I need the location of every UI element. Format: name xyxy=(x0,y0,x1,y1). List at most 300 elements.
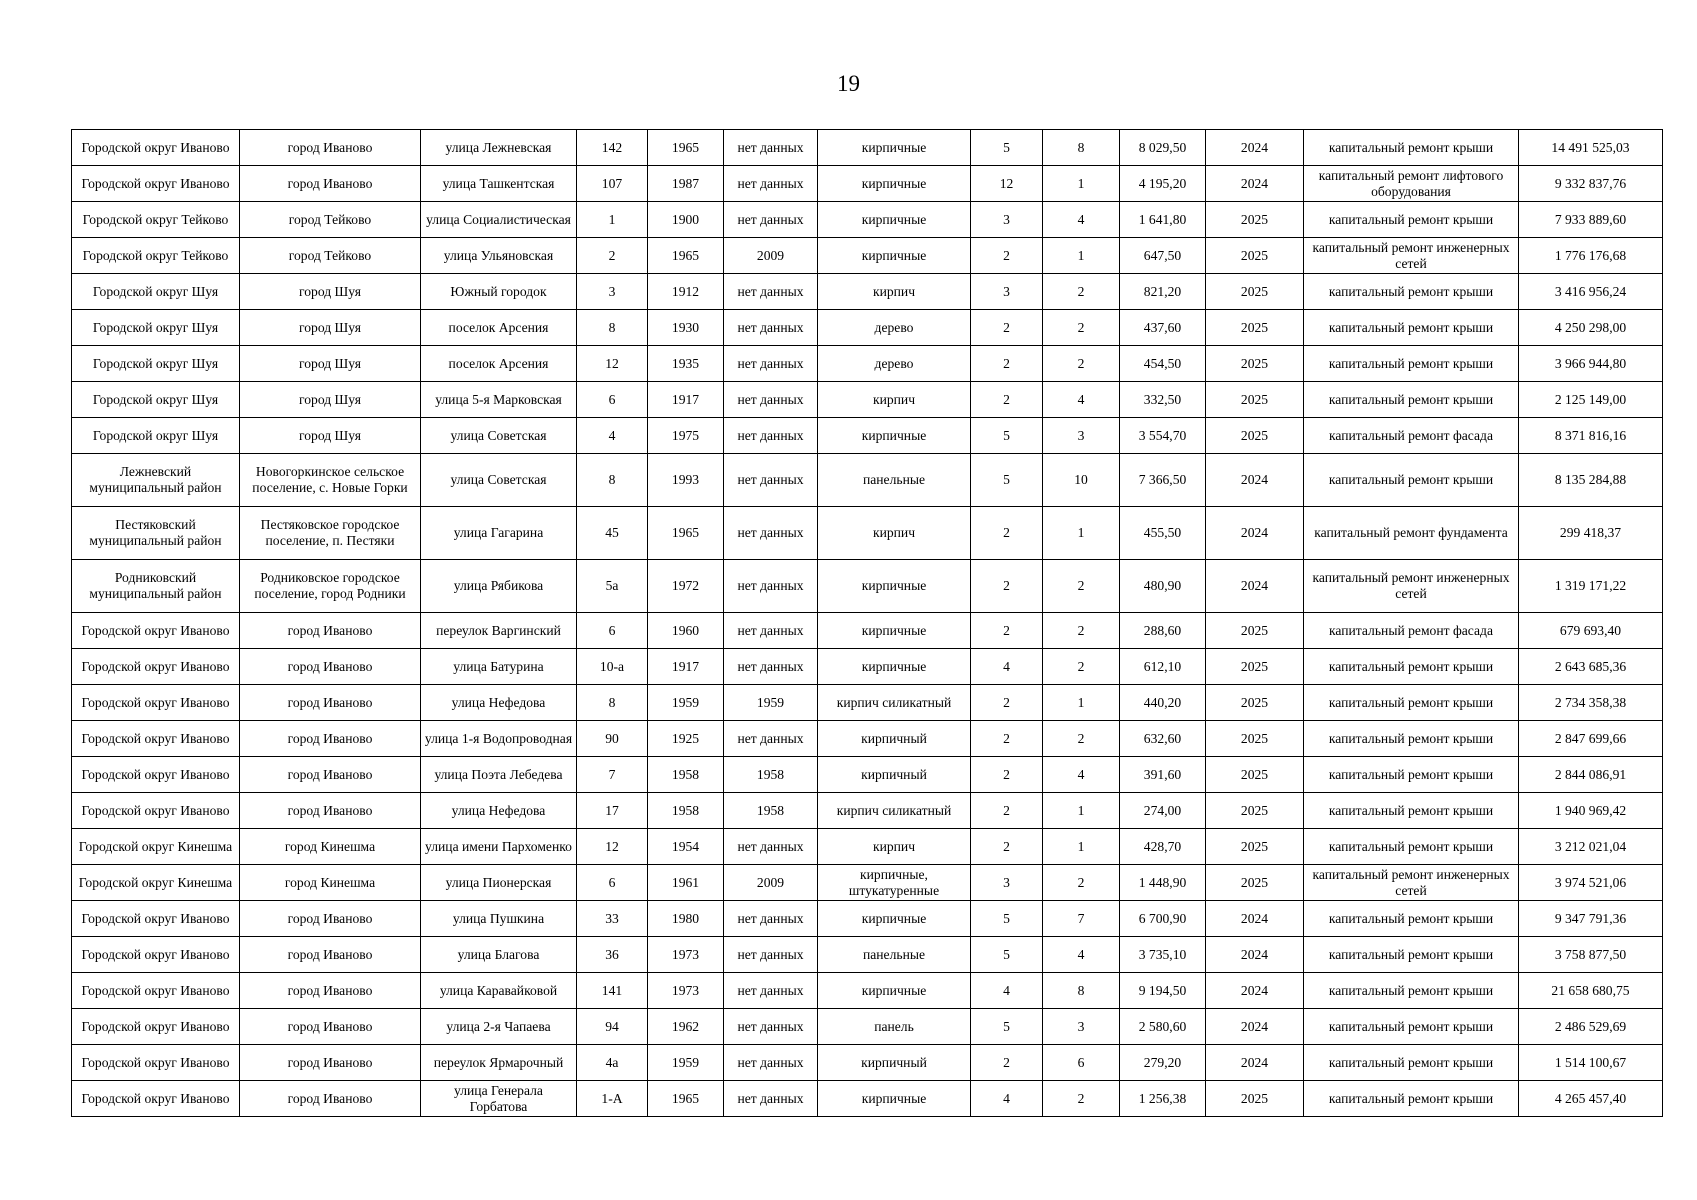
wall-material-cell: кирпич xyxy=(818,274,971,310)
municipality-cell: Городской округ Кинешма xyxy=(72,829,240,865)
floors-cell: 2 xyxy=(971,613,1043,649)
entrances-cell: 2 xyxy=(1043,649,1120,685)
table-row xyxy=(72,901,1663,937)
settlement-cell: город Шуя xyxy=(240,274,421,310)
work-type-cell: капитальный ремонт крыши xyxy=(1304,793,1519,829)
area-cell: 1 641,80 xyxy=(1120,202,1206,238)
cost-cell: 3 416 956,24 xyxy=(1519,274,1663,310)
street-cell: поселок Арсения xyxy=(421,310,577,346)
repair-year-cell: 2025 xyxy=(1206,202,1304,238)
table-row xyxy=(72,649,1663,685)
area-cell: 288,60 xyxy=(1120,613,1206,649)
reconstruction-year-cell: нет данных xyxy=(724,202,818,238)
reconstruction-year-cell: нет данных xyxy=(724,130,818,166)
wall-material-cell: панельные xyxy=(818,454,971,507)
house-number-cell: 12 xyxy=(577,829,648,865)
entrances-cell: 8 xyxy=(1043,973,1120,1009)
construction-year-cell: 1973 xyxy=(648,973,724,1009)
work-type-cell: капитальный ремонт крыши xyxy=(1304,721,1519,757)
entrances-cell: 2 xyxy=(1043,274,1120,310)
wall-material-cell: кирпичные xyxy=(818,973,971,1009)
reconstruction-year-cell: нет данных xyxy=(724,166,818,202)
cost-cell: 14 491 525,03 xyxy=(1519,130,1663,166)
street-cell: поселок Арсения xyxy=(421,346,577,382)
street-cell: улица 5-я Марковская xyxy=(421,382,577,418)
reconstruction-year-cell: нет данных xyxy=(724,937,818,973)
floors-cell: 3 xyxy=(971,202,1043,238)
street-cell: улица 1-я Водопроводная xyxy=(421,721,577,757)
area-cell: 440,20 xyxy=(1120,685,1206,721)
area-cell: 632,60 xyxy=(1120,721,1206,757)
wall-material-cell: дерево xyxy=(818,310,971,346)
house-number-cell: 94 xyxy=(577,1009,648,1045)
street-cell: улица Ташкентская xyxy=(421,166,577,202)
table-row xyxy=(72,560,1663,613)
house-number-cell: 1-А xyxy=(577,1081,648,1117)
cost-cell: 2 643 685,36 xyxy=(1519,649,1663,685)
reconstruction-year-cell: 2009 xyxy=(724,238,818,274)
settlement-cell: город Иваново xyxy=(240,793,421,829)
wall-material-cell: панельные xyxy=(818,937,971,973)
repair-year-cell: 2024 xyxy=(1206,1009,1304,1045)
street-cell: переулок Варгинский xyxy=(421,613,577,649)
entrances-cell: 2 xyxy=(1043,613,1120,649)
work-type-cell: капитальный ремонт крыши xyxy=(1304,1045,1519,1081)
area-cell: 7 366,50 xyxy=(1120,454,1206,507)
street-cell: улица Пионерская xyxy=(421,865,577,901)
repair-year-cell: 2025 xyxy=(1206,1081,1304,1117)
wall-material-cell: кирпичный xyxy=(818,757,971,793)
settlement-cell: город Тейково xyxy=(240,202,421,238)
entrances-cell: 4 xyxy=(1043,382,1120,418)
floors-cell: 5 xyxy=(971,418,1043,454)
settlement-cell: город Шуя xyxy=(240,310,421,346)
work-type-cell: капитальный ремонт крыши xyxy=(1304,454,1519,507)
wall-material-cell: кирпичные xyxy=(818,166,971,202)
street-cell: улица Лежневская xyxy=(421,130,577,166)
municipality-cell: Городской округ Тейково xyxy=(72,238,240,274)
repair-year-cell: 2025 xyxy=(1206,757,1304,793)
entrances-cell: 6 xyxy=(1043,1045,1120,1081)
house-number-cell: 1 xyxy=(577,202,648,238)
settlement-cell: город Иваново xyxy=(240,721,421,757)
settlement-cell: город Иваново xyxy=(240,166,421,202)
reconstruction-year-cell: 1958 xyxy=(724,793,818,829)
street-cell: улица Советская xyxy=(421,418,577,454)
municipality-cell: Городской округ Иваново xyxy=(72,685,240,721)
work-type-cell: капитальный ремонт крыши xyxy=(1304,274,1519,310)
floors-cell: 2 xyxy=(971,346,1043,382)
repair-year-cell: 2024 xyxy=(1206,937,1304,973)
municipality-cell: Городской округ Кинешма xyxy=(72,865,240,901)
cost-cell: 1 319 171,22 xyxy=(1519,560,1663,613)
entrances-cell: 1 xyxy=(1043,166,1120,202)
cost-cell: 3 212 021,04 xyxy=(1519,829,1663,865)
reconstruction-year-cell: нет данных xyxy=(724,721,818,757)
construction-year-cell: 1935 xyxy=(648,346,724,382)
street-cell: улица 2-я Чапаева xyxy=(421,1009,577,1045)
street-cell: улица Гагарина xyxy=(421,507,577,560)
municipality-cell: Городской округ Иваново xyxy=(72,793,240,829)
entrances-cell: 4 xyxy=(1043,937,1120,973)
table-row xyxy=(72,1081,1663,1117)
street-cell: переулок Ярмарочный xyxy=(421,1045,577,1081)
cost-cell: 2 734 358,38 xyxy=(1519,685,1663,721)
cost-cell: 7 933 889,60 xyxy=(1519,202,1663,238)
house-number-cell: 8 xyxy=(577,685,648,721)
entrances-cell: 2 xyxy=(1043,310,1120,346)
area-cell: 647,50 xyxy=(1120,238,1206,274)
cost-cell: 299 418,37 xyxy=(1519,507,1663,560)
area-cell: 1 256,38 xyxy=(1120,1081,1206,1117)
reconstruction-year-cell: нет данных xyxy=(724,274,818,310)
construction-year-cell: 1900 xyxy=(648,202,724,238)
settlement-cell: город Иваново xyxy=(240,649,421,685)
table-row xyxy=(72,613,1663,649)
wall-material-cell: кирпичные xyxy=(818,130,971,166)
wall-material-cell: кирпичные xyxy=(818,238,971,274)
floors-cell: 3 xyxy=(971,274,1043,310)
street-cell: улица Каравайковой xyxy=(421,973,577,1009)
floors-cell: 4 xyxy=(971,649,1043,685)
settlement-cell: город Кинешма xyxy=(240,829,421,865)
construction-year-cell: 1965 xyxy=(648,507,724,560)
street-cell: улица имени Пархоменко xyxy=(421,829,577,865)
entrances-cell: 2 xyxy=(1043,1081,1120,1117)
construction-year-cell: 1980 xyxy=(648,901,724,937)
entrances-cell: 2 xyxy=(1043,560,1120,613)
work-type-cell: капитальный ремонт крыши xyxy=(1304,202,1519,238)
table-row xyxy=(72,310,1663,346)
repair-year-cell: 2025 xyxy=(1206,793,1304,829)
wall-material-cell: кирпичные xyxy=(818,418,971,454)
street-cell: Южный городок xyxy=(421,274,577,310)
cost-cell: 1 776 176,68 xyxy=(1519,238,1663,274)
repair-year-cell: 2024 xyxy=(1206,901,1304,937)
house-number-cell: 3 xyxy=(577,274,648,310)
municipality-cell: Городской округ Иваново xyxy=(72,973,240,1009)
construction-year-cell: 1958 xyxy=(648,793,724,829)
cost-cell: 9 347 791,36 xyxy=(1519,901,1663,937)
area-cell: 612,10 xyxy=(1120,649,1206,685)
street-cell: улица Пушкина xyxy=(421,901,577,937)
area-cell: 3 554,70 xyxy=(1120,418,1206,454)
reconstruction-year-cell: 1959 xyxy=(724,685,818,721)
floors-cell: 5 xyxy=(971,1009,1043,1045)
settlement-cell: город Иваново xyxy=(240,1045,421,1081)
wall-material-cell: кирпичный xyxy=(818,721,971,757)
house-number-cell: 36 xyxy=(577,937,648,973)
area-cell: 454,50 xyxy=(1120,346,1206,382)
municipality-cell: Пестяковский муниципальный район xyxy=(72,507,240,560)
area-cell: 2 580,60 xyxy=(1120,1009,1206,1045)
repair-year-cell: 2025 xyxy=(1206,829,1304,865)
work-type-cell: капитальный ремонт фасада xyxy=(1304,613,1519,649)
construction-year-cell: 1962 xyxy=(648,1009,724,1045)
wall-material-cell: кирпичные xyxy=(818,560,971,613)
cost-cell: 2 847 699,66 xyxy=(1519,721,1663,757)
house-number-cell: 8 xyxy=(577,310,648,346)
settlement-cell: город Тейково xyxy=(240,238,421,274)
reconstruction-year-cell: нет данных xyxy=(724,1009,818,1045)
construction-year-cell: 1972 xyxy=(648,560,724,613)
floors-cell: 2 xyxy=(971,507,1043,560)
reconstruction-year-cell: нет данных xyxy=(724,973,818,1009)
house-number-cell: 6 xyxy=(577,613,648,649)
construction-year-cell: 1958 xyxy=(648,757,724,793)
table-row xyxy=(72,238,1663,274)
house-number-cell: 2 xyxy=(577,238,648,274)
work-type-cell: капитальный ремонт инженерных сетей xyxy=(1304,560,1519,613)
cost-cell: 2 125 149,00 xyxy=(1519,382,1663,418)
table-row xyxy=(72,1045,1663,1081)
repair-year-cell: 2025 xyxy=(1206,382,1304,418)
wall-material-cell: кирпич xyxy=(818,382,971,418)
cost-cell: 4 265 457,40 xyxy=(1519,1081,1663,1117)
work-type-cell: капитальный ремонт крыши xyxy=(1304,757,1519,793)
entrances-cell: 1 xyxy=(1043,238,1120,274)
street-cell: улица Генерала Горбатова xyxy=(421,1081,577,1117)
work-type-cell: капитальный ремонт крыши xyxy=(1304,130,1519,166)
reconstruction-year-cell: нет данных xyxy=(724,649,818,685)
work-type-cell: капитальный ремонт фасада xyxy=(1304,418,1519,454)
area-cell: 437,60 xyxy=(1120,310,1206,346)
work-type-cell: капитальный ремонт фундамента xyxy=(1304,507,1519,560)
municipality-cell: Городской округ Шуя xyxy=(72,418,240,454)
area-cell: 9 194,50 xyxy=(1120,973,1206,1009)
area-cell: 3 735,10 xyxy=(1120,937,1206,973)
table-row xyxy=(72,685,1663,721)
area-cell: 8 029,50 xyxy=(1120,130,1206,166)
cost-cell: 2 486 529,69 xyxy=(1519,1009,1663,1045)
work-type-cell: капитальный ремонт крыши xyxy=(1304,1009,1519,1045)
wall-material-cell: кирпич силикатный xyxy=(818,685,971,721)
floors-cell: 3 xyxy=(971,865,1043,901)
repair-year-cell: 2025 xyxy=(1206,238,1304,274)
settlement-cell: город Иваново xyxy=(240,613,421,649)
area-cell: 6 700,90 xyxy=(1120,901,1206,937)
house-number-cell: 142 xyxy=(577,130,648,166)
settlement-cell: город Иваново xyxy=(240,901,421,937)
wall-material-cell: кирпичные xyxy=(818,613,971,649)
wall-material-cell: кирпич xyxy=(818,507,971,560)
street-cell: улица Благова xyxy=(421,937,577,973)
construction-year-cell: 1912 xyxy=(648,274,724,310)
entrances-cell: 10 xyxy=(1043,454,1120,507)
wall-material-cell: кирпичные, штукатуренные xyxy=(818,865,971,901)
repair-year-cell: 2024 xyxy=(1206,166,1304,202)
cost-cell: 8 135 284,88 xyxy=(1519,454,1663,507)
reconstruction-year-cell: нет данных xyxy=(724,1081,818,1117)
table-row xyxy=(72,829,1663,865)
municipality-cell: Городской округ Иваново xyxy=(72,166,240,202)
table-row xyxy=(72,937,1663,973)
work-type-cell: капитальный ремонт крыши xyxy=(1304,937,1519,973)
reconstruction-year-cell: нет данных xyxy=(724,613,818,649)
work-type-cell: капитальный ремонт лифтового оборудования xyxy=(1304,166,1519,202)
floors-cell: 4 xyxy=(971,973,1043,1009)
floors-cell: 2 xyxy=(971,310,1043,346)
cost-cell: 3 758 877,50 xyxy=(1519,937,1663,973)
entrances-cell: 7 xyxy=(1043,901,1120,937)
entrances-cell: 1 xyxy=(1043,685,1120,721)
settlement-cell: город Иваново xyxy=(240,1081,421,1117)
street-cell: улица Нефедова xyxy=(421,685,577,721)
repair-year-cell: 2024 xyxy=(1206,507,1304,560)
repair-year-cell: 2025 xyxy=(1206,346,1304,382)
house-number-cell: 7 xyxy=(577,757,648,793)
municipality-cell: Городской округ Иваново xyxy=(72,613,240,649)
area-cell: 428,70 xyxy=(1120,829,1206,865)
floors-cell: 4 xyxy=(971,1081,1043,1117)
street-cell: улица Поэта Лебедева xyxy=(421,757,577,793)
reconstruction-year-cell: нет данных xyxy=(724,507,818,560)
street-cell: улица Советская xyxy=(421,454,577,507)
entrances-cell: 4 xyxy=(1043,202,1120,238)
table-row xyxy=(72,166,1663,202)
floors-cell: 2 xyxy=(971,1045,1043,1081)
repair-year-cell: 2025 xyxy=(1206,721,1304,757)
table-row xyxy=(72,418,1663,454)
settlement-cell: город Иваново xyxy=(240,973,421,1009)
entrances-cell: 2 xyxy=(1043,346,1120,382)
repair-year-cell: 2025 xyxy=(1206,685,1304,721)
construction-year-cell: 1959 xyxy=(648,685,724,721)
floors-cell: 5 xyxy=(971,130,1043,166)
construction-year-cell: 1973 xyxy=(648,937,724,973)
repair-year-cell: 2024 xyxy=(1206,973,1304,1009)
table-row xyxy=(72,454,1663,507)
wall-material-cell: кирпич силикатный xyxy=(818,793,971,829)
repair-year-cell: 2024 xyxy=(1206,1045,1304,1081)
floors-cell: 2 xyxy=(971,721,1043,757)
entrances-cell: 1 xyxy=(1043,507,1120,560)
municipality-cell: Городской округ Иваново xyxy=(72,757,240,793)
work-type-cell: капитальный ремонт крыши xyxy=(1304,973,1519,1009)
wall-material-cell: кирпичные xyxy=(818,649,971,685)
work-type-cell: капитальный ремонт крыши xyxy=(1304,829,1519,865)
wall-material-cell: кирпичные xyxy=(818,901,971,937)
municipality-cell: Городской округ Иваново xyxy=(72,937,240,973)
municipality-cell: Городской округ Иваново xyxy=(72,721,240,757)
table-row xyxy=(72,130,1663,166)
construction-year-cell: 1959 xyxy=(648,1045,724,1081)
repair-year-cell: 2024 xyxy=(1206,454,1304,507)
cost-cell: 9 332 837,76 xyxy=(1519,166,1663,202)
work-type-cell: капитальный ремонт крыши xyxy=(1304,901,1519,937)
construction-year-cell: 1987 xyxy=(648,166,724,202)
table-row xyxy=(72,793,1663,829)
house-number-cell: 6 xyxy=(577,865,648,901)
table-row xyxy=(72,721,1663,757)
repair-year-cell: 2025 xyxy=(1206,865,1304,901)
floors-cell: 2 xyxy=(971,793,1043,829)
work-type-cell: капитальный ремонт инженерных сетей xyxy=(1304,238,1519,274)
reconstruction-year-cell: нет данных xyxy=(724,382,818,418)
settlement-cell: город Иваново xyxy=(240,1009,421,1045)
construction-year-cell: 1925 xyxy=(648,721,724,757)
settlement-cell: город Шуя xyxy=(240,346,421,382)
work-type-cell: капитальный ремонт крыши xyxy=(1304,310,1519,346)
table-row xyxy=(72,346,1663,382)
area-cell: 1 448,90 xyxy=(1120,865,1206,901)
house-number-cell: 10-а xyxy=(577,649,648,685)
work-type-cell: капитальный ремонт крыши xyxy=(1304,1081,1519,1117)
floors-cell: 2 xyxy=(971,685,1043,721)
reconstruction-year-cell: 1958 xyxy=(724,757,818,793)
reconstruction-year-cell: нет данных xyxy=(724,1045,818,1081)
municipality-cell: Городской округ Иваново xyxy=(72,1045,240,1081)
street-cell: улица Рябикова xyxy=(421,560,577,613)
table-row xyxy=(72,507,1663,560)
cost-cell: 8 371 816,16 xyxy=(1519,418,1663,454)
area-cell: 4 195,20 xyxy=(1120,166,1206,202)
cost-cell: 3 974 521,06 xyxy=(1519,865,1663,901)
municipality-cell: Городской округ Иваново xyxy=(72,649,240,685)
reconstruction-year-cell: нет данных xyxy=(724,454,818,507)
municipality-cell: Городской округ Иваново xyxy=(72,901,240,937)
municipality-cell: Лежневский муниципальный район xyxy=(72,454,240,507)
construction-year-cell: 1954 xyxy=(648,829,724,865)
table-row xyxy=(72,382,1663,418)
settlement-cell: город Шуя xyxy=(240,382,421,418)
municipality-cell: Городской округ Иваново xyxy=(72,1081,240,1117)
area-cell: 455,50 xyxy=(1120,507,1206,560)
table-row xyxy=(72,757,1663,793)
entrances-cell: 4 xyxy=(1043,757,1120,793)
construction-year-cell: 1975 xyxy=(648,418,724,454)
settlement-cell: Новогоркинское сельское поселение, с. Новые Горки xyxy=(240,454,421,507)
construction-year-cell: 1961 xyxy=(648,865,724,901)
floors-cell: 5 xyxy=(971,901,1043,937)
floors-cell: 2 xyxy=(971,560,1043,613)
page-number: 19 xyxy=(837,71,860,96)
floors-cell: 2 xyxy=(971,238,1043,274)
reconstruction-year-cell: нет данных xyxy=(724,346,818,382)
construction-year-cell: 1993 xyxy=(648,454,724,507)
area-cell: 391,60 xyxy=(1120,757,1206,793)
house-number-cell: 8 xyxy=(577,454,648,507)
work-type-cell: капитальный ремонт инженерных сетей xyxy=(1304,865,1519,901)
area-cell: 274,00 xyxy=(1120,793,1206,829)
municipality-cell: Городской округ Иваново xyxy=(72,1009,240,1045)
house-number-cell: 45 xyxy=(577,507,648,560)
wall-material-cell: кирпичные xyxy=(818,1081,971,1117)
floors-cell: 2 xyxy=(971,829,1043,865)
entrances-cell: 3 xyxy=(1043,418,1120,454)
entrances-cell: 3 xyxy=(1043,1009,1120,1045)
house-number-cell: 6 xyxy=(577,382,648,418)
settlement-cell: город Иваново xyxy=(240,130,421,166)
cost-cell: 1 514 100,67 xyxy=(1519,1045,1663,1081)
construction-year-cell: 1960 xyxy=(648,613,724,649)
house-number-cell: 17 xyxy=(577,793,648,829)
table-row xyxy=(72,865,1663,901)
construction-year-cell: 1930 xyxy=(648,310,724,346)
settlement-cell: город Иваново xyxy=(240,757,421,793)
street-cell: улица Батурина xyxy=(421,649,577,685)
entrances-cell: 2 xyxy=(1043,721,1120,757)
reconstruction-year-cell: нет данных xyxy=(724,901,818,937)
reconstruction-year-cell: 2009 xyxy=(724,865,818,901)
cost-cell: 679 693,40 xyxy=(1519,613,1663,649)
construction-year-cell: 1917 xyxy=(648,382,724,418)
house-number-cell: 4 xyxy=(577,418,648,454)
table-body xyxy=(72,130,1663,1117)
repair-year-cell: 2024 xyxy=(1206,130,1304,166)
reconstruction-year-cell: нет данных xyxy=(724,310,818,346)
construction-year-cell: 1917 xyxy=(648,649,724,685)
